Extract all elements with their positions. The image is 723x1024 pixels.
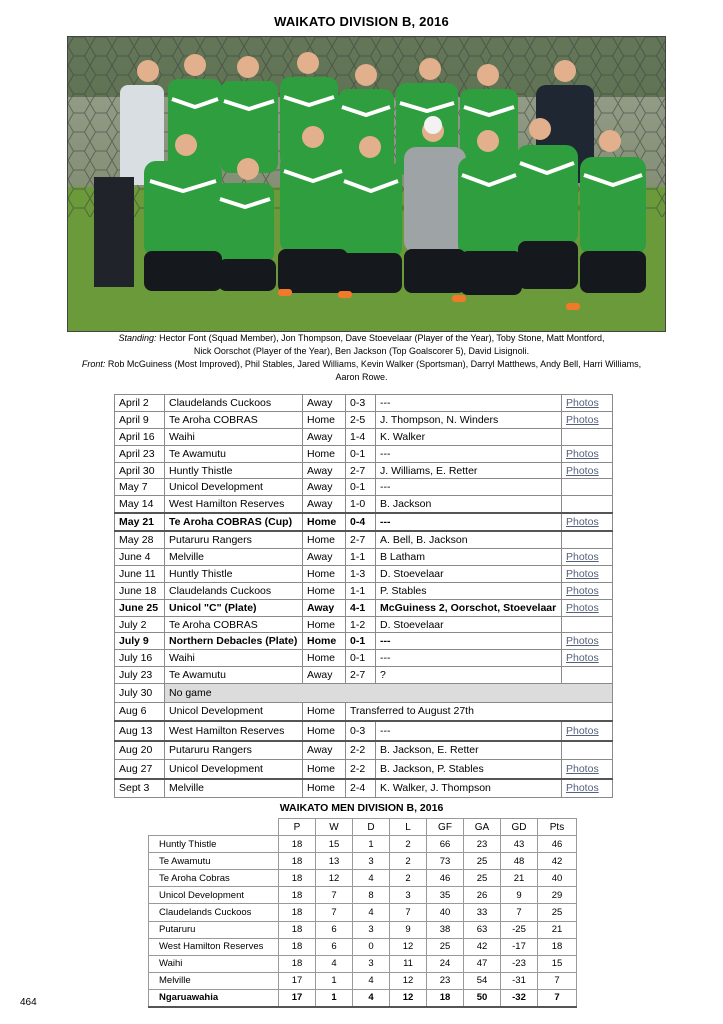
league-stat-w: 6 — [316, 921, 353, 938]
page-title: WAIKATO DIVISION B, 2016 — [274, 14, 449, 29]
league-stat-d: 8 — [353, 887, 390, 904]
fixture-opponent: Unicol "C" (Plate) — [165, 599, 303, 616]
league-stat-w: 6 — [316, 938, 353, 955]
fixture-opponent: Melville — [165, 549, 303, 566]
league-row — [149, 853, 577, 870]
league-stat-gf: 38 — [427, 921, 464, 938]
league-stat-ga: 26 — [464, 887, 501, 904]
league-stat-pts: 7 — [538, 972, 577, 989]
fixture-row — [115, 684, 613, 703]
league-stat-gf: 35 — [427, 887, 464, 904]
fixture-score: 0-3 — [346, 721, 376, 741]
caption-front-line-1 — [20, 358, 703, 371]
fixture-opponent: Putaruru Rangers — [165, 531, 303, 548]
caption-standing-line-1 — [20, 332, 703, 345]
fixture-date: May 14 — [115, 496, 165, 513]
fixture-score: 4-1 — [346, 599, 376, 616]
league-stat-w: 12 — [316, 870, 353, 887]
fixture-scorers: --- — [376, 633, 562, 650]
fixture-score: 1-4 — [346, 428, 376, 445]
league-stat-w: 4 — [316, 955, 353, 972]
fixture-date: May 7 — [115, 479, 165, 496]
league-stat-gd: 48 — [501, 853, 538, 870]
league-stat-p: 18 — [279, 904, 316, 921]
league-stat-l: 11 — [390, 955, 427, 972]
league-header-cell: P — [279, 819, 316, 836]
fixture-row — [115, 496, 613, 513]
fixture-row — [115, 599, 613, 616]
fixture-photos-link — [562, 531, 613, 548]
league-team-name: Te Awamutu — [149, 853, 279, 870]
fixture-opponent: Claudelands Cuckoos — [165, 582, 303, 599]
fixture-opponent: Unicol Development — [165, 702, 303, 721]
fixture-photos-link[interactable]: Photos — [562, 411, 613, 428]
league-team-name: Unicol Development — [149, 887, 279, 904]
fixture-opponent: Te Aroha COBRAS (Cup) — [165, 513, 303, 531]
fixture-date: April 23 — [115, 445, 165, 462]
fixture-row — [115, 549, 613, 566]
fixture-venue: Home — [303, 565, 346, 582]
league-stat-gf: 40 — [427, 904, 464, 921]
league-stat-d: 1 — [353, 836, 390, 853]
fixture-score: 2-7 — [346, 462, 376, 479]
league-stat-ga: 23 — [464, 836, 501, 853]
league-stat-pts: 40 — [538, 870, 577, 887]
fixture-venue: Home — [303, 445, 346, 462]
league-stat-d: 4 — [353, 904, 390, 921]
league-stat-d: 0 — [353, 938, 390, 955]
league-stat-p: 18 — [279, 955, 316, 972]
page-number: 464 — [20, 997, 37, 1008]
fixture-scorers: D. Stoevelaar — [376, 565, 562, 582]
fixture-venue: Home — [303, 702, 346, 721]
fixture-score: 2-4 — [346, 779, 376, 798]
league-stat-l: 2 — [390, 870, 427, 887]
fixture-scorers: K. Walker — [376, 428, 562, 445]
fixture-score: 0-1 — [346, 650, 376, 667]
league-row — [149, 972, 577, 989]
league-header-cell: L — [390, 819, 427, 836]
league-team-name: Huntly Thistle — [149, 836, 279, 853]
league-stat-gd: -32 — [501, 989, 538, 1007]
league-stat-p: 18 — [279, 938, 316, 955]
fixture-row — [115, 411, 613, 428]
fixture-date: Aug 6 — [115, 702, 165, 721]
fixture-venue: Home — [303, 513, 346, 531]
fixture-opponent: Te Aroha COBRAS — [165, 411, 303, 428]
fixture-opponent: West Hamilton Reserves — [165, 721, 303, 741]
fixture-scorers: --- — [376, 445, 562, 462]
league-stat-d: 4 — [353, 989, 390, 1007]
league-stat-ga: 42 — [464, 938, 501, 955]
league-stat-ga: 25 — [464, 853, 501, 870]
fixture-scorers: J. Thompson, N. Winders — [376, 411, 562, 428]
league-stat-l: 3 — [390, 887, 427, 904]
league-stat-w: 7 — [316, 887, 353, 904]
league-stat-l: 12 — [390, 938, 427, 955]
fixture-score: 1-1 — [346, 549, 376, 566]
league-team-name: Ngaruawahia — [149, 989, 279, 1007]
league-stat-ga: 33 — [464, 904, 501, 921]
league-table — [148, 818, 577, 1008]
fixture-row — [115, 667, 613, 684]
fixture-row — [115, 462, 613, 479]
fixture-date: June 25 — [115, 599, 165, 616]
fixture-date: May 21 — [115, 513, 165, 531]
standing-names-1: Hector Font (Squad Member), Jon Thompson, Dave Stoevelaar (Player of the Year), Toby Stone, Matt Montford, — [159, 333, 605, 343]
league-stat-w: 1 — [316, 972, 353, 989]
fixture-opponent: Melville — [165, 779, 303, 798]
team-photo — [67, 36, 666, 332]
fixture-photos-link[interactable]: Photos — [562, 599, 613, 616]
fixture-photos-link — [562, 616, 613, 633]
fixture-date: July 30 — [115, 684, 165, 703]
fixture-score: 0-1 — [346, 633, 376, 650]
fixture-row — [115, 779, 613, 798]
fixture-venue: Away — [303, 599, 346, 616]
fixture-opponent: Huntly Thistle — [165, 565, 303, 582]
fixture-score: 2-2 — [346, 760, 376, 779]
fixture-score: 0-1 — [346, 479, 376, 496]
fixture-photos-link[interactable]: Photos — [562, 513, 613, 531]
fixture-venue: Home — [303, 760, 346, 779]
league-stat-gd: 43 — [501, 836, 538, 853]
fixture-date: July 2 — [115, 616, 165, 633]
fixture-note: No game — [165, 684, 613, 703]
fixture-photos-link — [562, 428, 613, 445]
fixture-date: June 18 — [115, 582, 165, 599]
league-team-name: Putaruru — [149, 921, 279, 938]
fixture-opponent: Te Awamutu — [165, 445, 303, 462]
fixture-row — [115, 741, 613, 760]
fixture-venue: Home — [303, 616, 346, 633]
fixture-score: 2-5 — [346, 411, 376, 428]
fixture-photos-link[interactable]: Photos — [562, 582, 613, 599]
league-stat-p: 18 — [279, 853, 316, 870]
fixture-photos-link[interactable]: Photos — [562, 650, 613, 667]
fixture-row — [115, 721, 613, 741]
league-stat-pts: 46 — [538, 836, 577, 853]
fixture-row — [115, 760, 613, 779]
fixture-photos-link — [562, 667, 613, 684]
league-row — [149, 921, 577, 938]
fixture-photos-link[interactable]: Photos — [562, 462, 613, 479]
league-stat-gd: 9 — [501, 887, 538, 904]
fixture-venue: Home — [303, 582, 346, 599]
league-row — [149, 836, 577, 853]
league-row — [149, 989, 577, 1007]
league-stat-pts: 29 — [538, 887, 577, 904]
fixture-opponent: Huntly Thistle — [165, 462, 303, 479]
league-row — [149, 955, 577, 972]
league-stat-gf: 66 — [427, 836, 464, 853]
league-stat-pts: 42 — [538, 853, 577, 870]
league-stat-p: 18 — [279, 870, 316, 887]
league-stat-ga: 25 — [464, 870, 501, 887]
league-stat-pts: 21 — [538, 921, 577, 938]
league-team-name: Melville — [149, 972, 279, 989]
fixture-scorers: A. Bell, B. Jackson — [376, 531, 562, 548]
league-stat-w: 1 — [316, 989, 353, 1007]
league-stat-gd: -17 — [501, 938, 538, 955]
fixture-photos-link[interactable]: Photos — [562, 395, 613, 412]
league-row — [149, 887, 577, 904]
fixture-opponent: Unicol Development — [165, 479, 303, 496]
fixture-opponent: Northern Debacles (Plate) — [165, 633, 303, 650]
league-stat-w: 13 — [316, 853, 353, 870]
fixture-venue: Home — [303, 650, 346, 667]
league-stat-l: 12 — [390, 972, 427, 989]
fixture-score: 0-3 — [346, 395, 376, 412]
league-stat-d: 3 — [353, 955, 390, 972]
league-stat-d: 4 — [353, 972, 390, 989]
fixture-score: 2-7 — [346, 531, 376, 548]
fixture-date: June 11 — [115, 565, 165, 582]
league-stat-pts: 18 — [538, 938, 577, 955]
fixture-row — [115, 445, 613, 462]
fixture-score: 0-4 — [346, 513, 376, 531]
fixture-photos-link — [562, 479, 613, 496]
league-header-cell: W — [316, 819, 353, 836]
fixture-venue: Away — [303, 667, 346, 684]
league-stat-gd: 21 — [501, 870, 538, 887]
fixture-photos-link[interactable]: Photos — [562, 565, 613, 582]
fixture-scorers: --- — [376, 721, 562, 741]
fixture-venue: Away — [303, 549, 346, 566]
fixture-opponent: Claudelands Cuckoos — [165, 395, 303, 412]
league-header-cell: D — [353, 819, 390, 836]
league-stat-l: 9 — [390, 921, 427, 938]
fixture-score: 1-3 — [346, 565, 376, 582]
fixture-date: July 16 — [115, 650, 165, 667]
league-stat-l: 12 — [390, 989, 427, 1007]
league-stat-gf: 18 — [427, 989, 464, 1007]
fixture-opponent: Putaruru Rangers — [165, 741, 303, 760]
fixture-venue: Home — [303, 411, 346, 428]
league-header-cell: GD — [501, 819, 538, 836]
league-stat-gf: 23 — [427, 972, 464, 989]
league-team-name: West Hamilton Reserves — [149, 938, 279, 955]
fixture-opponent: Waihi — [165, 650, 303, 667]
fixture-scorers: --- — [376, 395, 562, 412]
fixture-scorers: --- — [376, 650, 562, 667]
fixture-venue: Home — [303, 721, 346, 741]
league-team-name: Te Aroha Cobras — [149, 870, 279, 887]
fixture-scorers: B. Jackson, E. Retter — [376, 741, 562, 760]
league-table-title: WAIKATO MEN DIVISION B, 2016 — [279, 802, 444, 814]
fixture-photos-link[interactable]: Photos — [562, 779, 613, 798]
fixture-venue: Home — [303, 633, 346, 650]
fixture-opponent: Te Awamutu — [165, 667, 303, 684]
league-header-cell: GA — [464, 819, 501, 836]
league-stat-ga: 54 — [464, 972, 501, 989]
league-stat-d: 3 — [353, 921, 390, 938]
league-stat-ga: 63 — [464, 921, 501, 938]
fixture-photos-link[interactable]: Photos — [562, 549, 613, 566]
league-stat-pts: 25 — [538, 904, 577, 921]
league-stat-p: 18 — [279, 836, 316, 853]
fixture-date: Sept 3 — [115, 779, 165, 798]
league-stat-l: 2 — [390, 853, 427, 870]
fixture-row — [115, 702, 613, 721]
fixture-opponent: Unicol Development — [165, 760, 303, 779]
front-label: Front: — [81, 359, 106, 369]
league-stat-l: 2 — [390, 836, 427, 853]
front-names-1: Rob McGuiness (Most Improved), Phil Stables, Jared Williams, Kevin Walker (Sportsman), Darryl Matthews, Andy Bell, Harri Williams, — [107, 359, 642, 369]
fixture-score: 1-1 — [346, 582, 376, 599]
league-stat-w: 7 — [316, 904, 353, 921]
standing-label: Standing: — [118, 333, 157, 343]
league-stat-ga: 50 — [464, 989, 501, 1007]
fixture-scorers: K. Walker, J. Thompson — [376, 779, 562, 798]
league-row — [149, 904, 577, 921]
photo-caption — [20, 332, 703, 384]
league-stat-p: 18 — [279, 921, 316, 938]
league-stat-gd: 7 — [501, 904, 538, 921]
league-stat-gd: -31 — [501, 972, 538, 989]
fixture-row — [115, 428, 613, 445]
league-stat-d: 4 — [353, 870, 390, 887]
fixture-scorers: B Latham — [376, 549, 562, 566]
league-stat-pts: 7 — [538, 989, 577, 1007]
fixture-venue: Away — [303, 496, 346, 513]
fixture-scorers: --- — [376, 479, 562, 496]
league-stat-gd: -23 — [501, 955, 538, 972]
league-stat-ga: 47 — [464, 955, 501, 972]
fixture-opponent: Te Aroha COBRAS — [165, 616, 303, 633]
fixture-venue: Away — [303, 479, 346, 496]
league-stat-pts: 15 — [538, 955, 577, 972]
fixture-scorers: ? — [376, 667, 562, 684]
fixture-scorers: McGuiness 2, Oorschot, Stoevelaar — [376, 599, 562, 616]
league-header-cell: Pts — [538, 819, 577, 836]
league-row — [149, 938, 577, 955]
fixture-venue: Home — [303, 531, 346, 548]
fixture-scorers: --- — [376, 513, 562, 531]
league-stat-p: 18 — [279, 887, 316, 904]
fixture-row — [115, 479, 613, 496]
fixture-opponent: Waihi — [165, 428, 303, 445]
fixture-date: Aug 20 — [115, 741, 165, 760]
fixture-date: July 23 — [115, 667, 165, 684]
fixture-venue: Away — [303, 428, 346, 445]
league-stat-w: 15 — [316, 836, 353, 853]
league-stat-p: 17 — [279, 989, 316, 1007]
fixture-venue: Away — [303, 395, 346, 412]
fixture-note: Transferred to August 27th — [346, 702, 613, 721]
league-stat-gd: -25 — [501, 921, 538, 938]
fixture-photos-link — [562, 741, 613, 760]
fixture-row — [115, 582, 613, 599]
fixture-date: April 16 — [115, 428, 165, 445]
league-stat-gf: 24 — [427, 955, 464, 972]
fixture-date: April 2 — [115, 395, 165, 412]
league-team-name: Waihi — [149, 955, 279, 972]
fixture-score: 1-0 — [346, 496, 376, 513]
fixture-date: June 4 — [115, 549, 165, 566]
league-row — [149, 870, 577, 887]
league-stat-gf: 25 — [427, 938, 464, 955]
fixture-date: April 30 — [115, 462, 165, 479]
fixture-row — [115, 616, 613, 633]
fixture-photos-link[interactable]: Photos — [562, 760, 613, 779]
fixture-date: May 28 — [115, 531, 165, 548]
fixture-score: 1-2 — [346, 616, 376, 633]
league-team-name: Claudelands Cuckoos — [149, 904, 279, 921]
league-stat-d: 3 — [353, 853, 390, 870]
fixture-date: Aug 13 — [115, 721, 165, 741]
fixture-scorers: D. Stoevelaar — [376, 616, 562, 633]
fixture-photos-link[interactable]: Photos — [562, 721, 613, 741]
league-header-cell: GF — [427, 819, 464, 836]
team-photo-illustration — [68, 37, 665, 331]
fixture-score: 2-2 — [346, 741, 376, 760]
league-stat-p: 17 — [279, 972, 316, 989]
fixture-scorers: B. Jackson — [376, 496, 562, 513]
league-corner — [149, 819, 279, 836]
fixture-scorers: P. Stables — [376, 582, 562, 599]
league-stat-l: 7 — [390, 904, 427, 921]
league-stat-gf: 46 — [427, 870, 464, 887]
fixture-photos-link — [562, 496, 613, 513]
fixtures-table — [114, 394, 613, 798]
fixture-score: 2-7 — [346, 667, 376, 684]
fixture-photos-link[interactable]: Photos — [562, 633, 613, 650]
caption-front-line-2: Aaron Rowe. — [335, 372, 388, 382]
fixture-venue: Away — [303, 741, 346, 760]
fixture-venue: Home — [303, 779, 346, 798]
fixture-date: Aug 27 — [115, 760, 165, 779]
fixture-date: April 9 — [115, 411, 165, 428]
fixture-scorers: J. Williams, E. Retter — [376, 462, 562, 479]
fixture-row — [115, 565, 613, 582]
fixture-row — [115, 395, 613, 412]
fixture-row — [115, 513, 613, 531]
fixture-date: July 9 — [115, 633, 165, 650]
fixture-score: 0-1 — [346, 445, 376, 462]
fixture-opponent: West Hamilton Reserves — [165, 496, 303, 513]
fixture-row — [115, 650, 613, 667]
caption-standing-line-2: Nick Oorschot (Player of the Year), Ben Jackson (Top Goalscorer 5), David Lisignoli. — [193, 346, 530, 356]
fixture-row — [115, 633, 613, 650]
fixture-venue: Away — [303, 462, 346, 479]
fixture-photos-link[interactable]: Photos — [562, 445, 613, 462]
fixture-row — [115, 531, 613, 548]
fixture-scorers: B. Jackson, P. Stables — [376, 760, 562, 779]
league-stat-gf: 73 — [427, 853, 464, 870]
